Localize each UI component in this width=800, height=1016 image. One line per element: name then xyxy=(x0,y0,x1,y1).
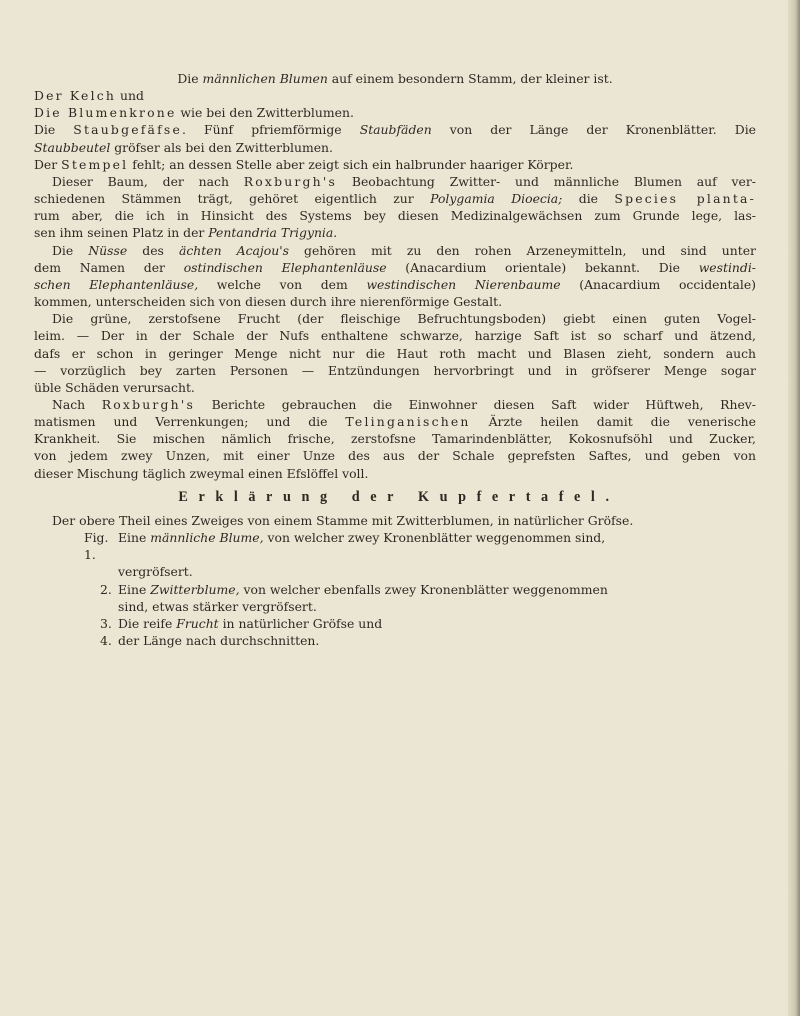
text-line: üble Schäden verursacht. xyxy=(34,379,195,395)
figure-number: 2. xyxy=(100,581,112,597)
text-line: Die Staubgefäfse. Fünf pfriemförmige Staubfäden von der Länge der Kronenblätter. Die xyxy=(34,122,756,138)
text-line: dem Namen der ostindischen Elephantenläuse (Anacardium orientale) bekannt. Die westindi- xyxy=(34,259,756,275)
text-line: — vorzüglich bey zarten Personen — Entzündungen hervorbringt und in gröfserer Menge sogar xyxy=(34,362,756,378)
page-text-block xyxy=(34,70,756,649)
text-line: leim. — Der in der Schale der Nufs enthaltene schwarze, harzige Saft ist so scharf und ätzend, xyxy=(34,328,756,344)
text-line: dafs er schon in geringer Menge nicht nur die Haut roth macht und Blasen zieht, sondern auch xyxy=(34,345,756,361)
text-line: Die Blumenkrone wie bei den Zwitterblumen. xyxy=(34,105,354,121)
text-line: Der Stempel fehlt; an dessen Stelle aber zeigt sich ein halbrunder haariger Körper. xyxy=(34,156,574,172)
text-line: Die grüne, zerstofsene Frucht (der fleischige Befruchtungsboden) giebt einen guten Vogel- xyxy=(52,311,756,327)
text-line: Die männlichen Blumen auf einem besondern Stamm, der kleiner ist. xyxy=(177,71,613,86)
figure-caption: Eine männliche Blume, von welcher zwey Kronenblätter weggenommen sind, xyxy=(118,530,606,546)
text-line: Krankheit. Sie mischen nämlich frische, zerstofsne Tamarindenblätter, Kokosnufsöhl und Zucker, xyxy=(34,431,756,447)
figure-caption: Die reife Frucht in natürlicher Gröfse und xyxy=(118,615,383,631)
text-line: matismen und Verrenkungen; und die Telinganischen Ärzte heilen damit die venerische xyxy=(34,414,756,430)
text-line: schiedenen Stämmen trägt, gehöret eigentlich zur Polygamia Dioecia; die Species planta- xyxy=(34,191,756,207)
text-line: Nach Roxburgh's Berichte gebrauchen die Einwohner diesen Saft wider Hüftweh, Rhev- xyxy=(52,396,756,412)
text-line: Staubbeutel gröfser als bei den Zwitterblumen. xyxy=(34,139,333,155)
figure-caption-continued: vergröfsert. xyxy=(118,564,193,580)
text-line: dieser Mischung täglich zweymal einen Efslöffel voll. xyxy=(34,465,369,481)
text-line: von jedem zwey Unzen, mit einer Unze des aus der Schale geprefsten Saftes, und geben von xyxy=(34,448,756,464)
text-line: rum aber, die ich in Hinsicht des Systems bey diesen Medizinalgewächsen zum Grunde lege, las- xyxy=(34,208,756,224)
page-edge xyxy=(788,0,800,1016)
figure-item xyxy=(34,581,756,598)
figure-caption: Eine Zwitterblume, von welcher ebenfalls zwey Kronenblätter weggenommen xyxy=(118,581,608,597)
figure-item xyxy=(34,632,756,649)
figure-caption-continued: sind, etwas stärker vergröfsert. xyxy=(118,598,317,614)
plate-intro: Der obere Theil eines Zweiges von einem Stamme mit Zwitterblumen, in natürlicher Gröfse. xyxy=(52,512,634,528)
text-line: kommen, unterscheiden sich von diesen durch ihre nierenförmige Gestalt. xyxy=(34,294,503,310)
figure-number: Fig. 1. xyxy=(84,530,109,563)
text-line: Der Kelch und xyxy=(34,88,144,104)
text-line: Dieser Baum, der nach Roxburgh's Beobachtung Zwitter- und männliche Blumen auf ver- xyxy=(52,173,756,189)
figure-item xyxy=(34,615,756,632)
figure-number: 3. xyxy=(100,615,112,631)
plate-heading: Erklärung der Kupfertafel. xyxy=(178,488,620,505)
text-line: Die Nüsse des ächten Acajou's gehören mit zu den rohen Arzeneymitteln, und sind unter xyxy=(52,242,756,258)
text-line: schen Elephantenläuse, welche von dem westindischen Nierenbaume (Anacardium occidentale) xyxy=(34,276,756,292)
figure-number: 4. xyxy=(100,633,112,648)
figure-caption: der Länge nach durchschnitten. xyxy=(118,633,320,648)
text-line: sen ihm seinen Platz in der Pentandria Trigynia. xyxy=(34,225,338,241)
figure-item xyxy=(34,529,756,563)
